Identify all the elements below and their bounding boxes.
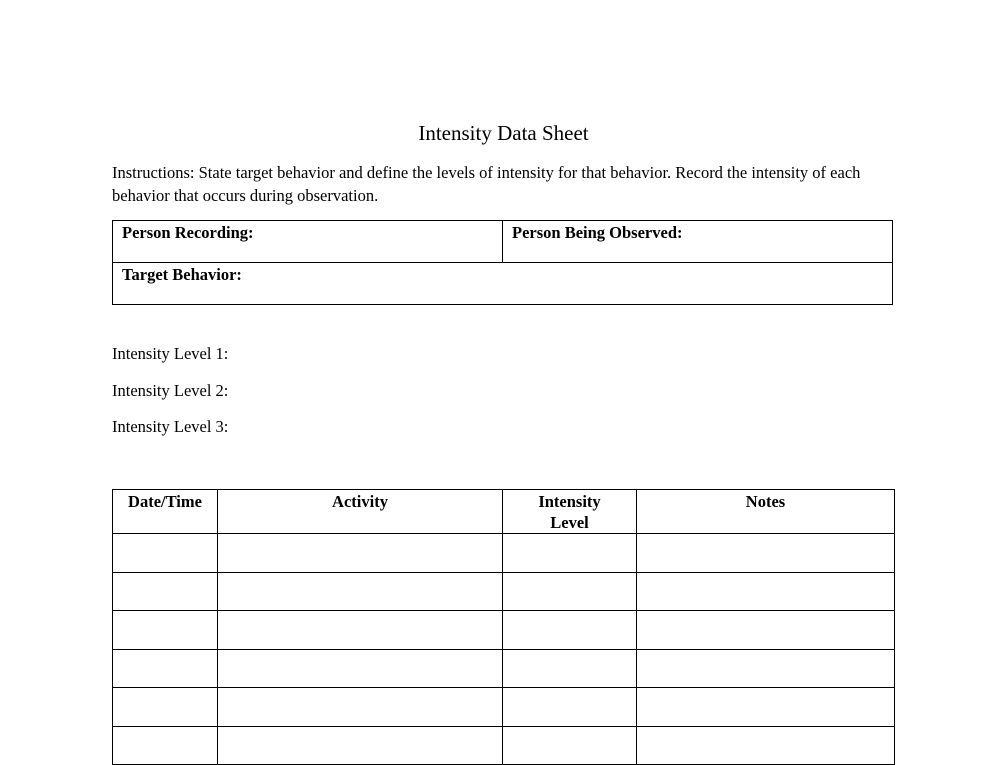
activity-cell[interactable] — [218, 649, 503, 688]
date-time-cell[interactable] — [113, 572, 218, 611]
header-notes: Notes — [637, 490, 895, 534]
person-observed-label: Person Being Observed: — [512, 223, 683, 242]
intensity-level-cell[interactable] — [503, 688, 637, 727]
activity-cell[interactable] — [218, 726, 503, 765]
table-row — [113, 649, 895, 688]
page-title: Intensity Data Sheet — [418, 121, 589, 145]
notes-cell[interactable] — [637, 649, 895, 688]
activity-cell[interactable] — [218, 611, 503, 650]
header-activity: Activity — [218, 490, 503, 534]
date-time-cell[interactable] — [113, 688, 218, 727]
notes-cell[interactable] — [637, 534, 895, 573]
date-time-cell[interactable] — [113, 649, 218, 688]
activity-cell[interactable] — [218, 572, 503, 611]
header-intensity-line1: Intensity — [538, 492, 601, 511]
table-row — [113, 572, 895, 611]
notes-cell[interactable] — [637, 688, 895, 727]
person-recording-field[interactable] — [113, 221, 503, 263]
data-table-header — [113, 490, 895, 534]
intensity-level-1-label: Intensity Level 1: — [112, 344, 229, 363]
activity-cell[interactable] — [218, 688, 503, 727]
intensity-level-cell[interactable] — [503, 534, 637, 573]
table-row — [113, 726, 895, 765]
date-time-cell[interactable] — [113, 534, 218, 573]
date-time-cell[interactable] — [113, 611, 218, 650]
intensity-level-3-label: Intensity Level 3: — [112, 417, 229, 436]
info-row — [113, 263, 893, 305]
header-intensity-level — [503, 490, 637, 534]
target-behavior-label: Target Behavior: — [122, 265, 242, 284]
person-observed-field[interactable] — [503, 221, 893, 263]
target-behavior-field[interactable] — [113, 263, 893, 305]
data-table — [112, 489, 895, 765]
intensity-level-cell[interactable] — [503, 572, 637, 611]
intensity-levels — [112, 344, 228, 454]
info-row — [113, 221, 893, 263]
header-intensity-line2: Level — [550, 513, 589, 532]
intensity-level-2-label: Intensity Level 2: — [112, 380, 229, 400]
table-row — [113, 534, 895, 573]
intensity-level-cell[interactable] — [503, 726, 637, 765]
intensity-level-cell[interactable] — [503, 611, 637, 650]
table-row — [113, 688, 895, 727]
notes-cell[interactable] — [637, 611, 895, 650]
activity-cell[interactable] — [218, 534, 503, 573]
notes-cell[interactable] — [637, 572, 895, 611]
notes-cell[interactable] — [637, 726, 895, 765]
date-time-cell[interactable] — [113, 726, 218, 765]
header-date-time: Date/Time — [113, 490, 218, 534]
person-recording-label: Person Recording: — [122, 223, 254, 242]
table-row — [113, 611, 895, 650]
instructions-text: Instructions: State target behavior and define the levels of intensity for that behavior. Record the intensity of each behavior that occurs during observation. — [112, 163, 861, 205]
info-table — [112, 220, 893, 305]
intensity-level-cell[interactable] — [503, 649, 637, 688]
